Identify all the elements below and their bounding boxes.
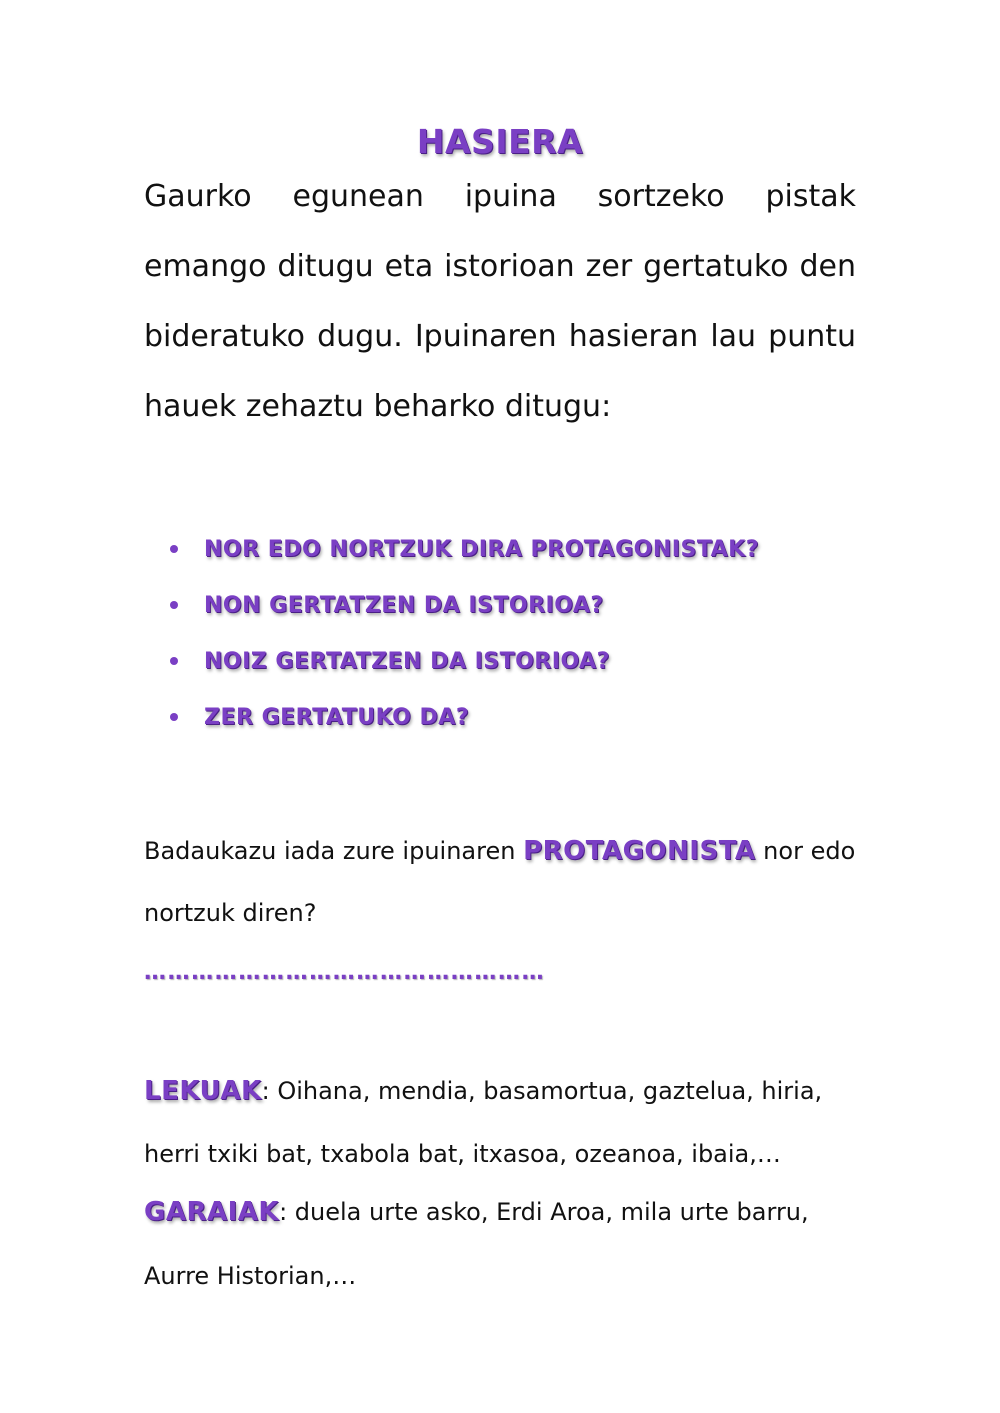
bullet-icon — [170, 545, 178, 553]
list-item — [170, 577, 759, 633]
protagonist-question-line1 — [144, 836, 855, 866]
protagonist-question-after: nor edo — [755, 837, 856, 865]
places-line1 — [144, 1076, 822, 1106]
bullet-icon — [170, 601, 178, 609]
places-list-part1: : Oihana, mendia, basamortua, gaztelua, hiria, — [261, 1077, 823, 1105]
question-text: NOIZ GERTATZEN DA ISTORIOA? — [204, 648, 610, 674]
answer-dotted-line: …………………………………………… — [144, 960, 546, 985]
question-text: NOR EDO NORTZUK DIRA PROTAGONISTAK? — [204, 536, 759, 562]
list-item — [170, 521, 759, 577]
times-label: GARAIAK — [144, 1197, 280, 1227]
bullet-icon — [170, 657, 178, 665]
times-line1 — [144, 1197, 809, 1227]
times-list-part1: : duela urte asko, Erdi Aroa, mila urte barru, — [279, 1198, 809, 1226]
list-item — [170, 633, 759, 689]
bullet-icon — [170, 713, 178, 721]
question-text: ZER GERTATUKO DA? — [204, 704, 470, 730]
protagonist-keyword: PROTAGONISTA — [523, 836, 756, 866]
questions-list — [170, 521, 759, 745]
intro-paragraph: Gaurko egunean ipuina sortzeko pistak emango ditugu eta istorioan zer gertatuko den bideratuko dugu. Ipuinaren hasieran lau puntu hauek zehaztu beharko ditugu: — [144, 179, 856, 424]
places-label: LEKUAK — [144, 1076, 262, 1106]
question-text: NON GERTATZEN DA ISTORIOA? — [204, 592, 604, 618]
protagonist-question-line2: nortzuk diren? — [144, 899, 317, 927]
list-item — [170, 689, 759, 745]
times-line2: Aurre Historian,… — [144, 1262, 357, 1290]
places-line2: herri txiki bat, txabola bat, itxasoa, ozeanoa, ibaia,… — [144, 1140, 781, 1168]
page-title: HASIERA — [416, 122, 584, 161]
protagonist-question-before: Badaukazu iada zure ipuinaren — [144, 837, 524, 865]
